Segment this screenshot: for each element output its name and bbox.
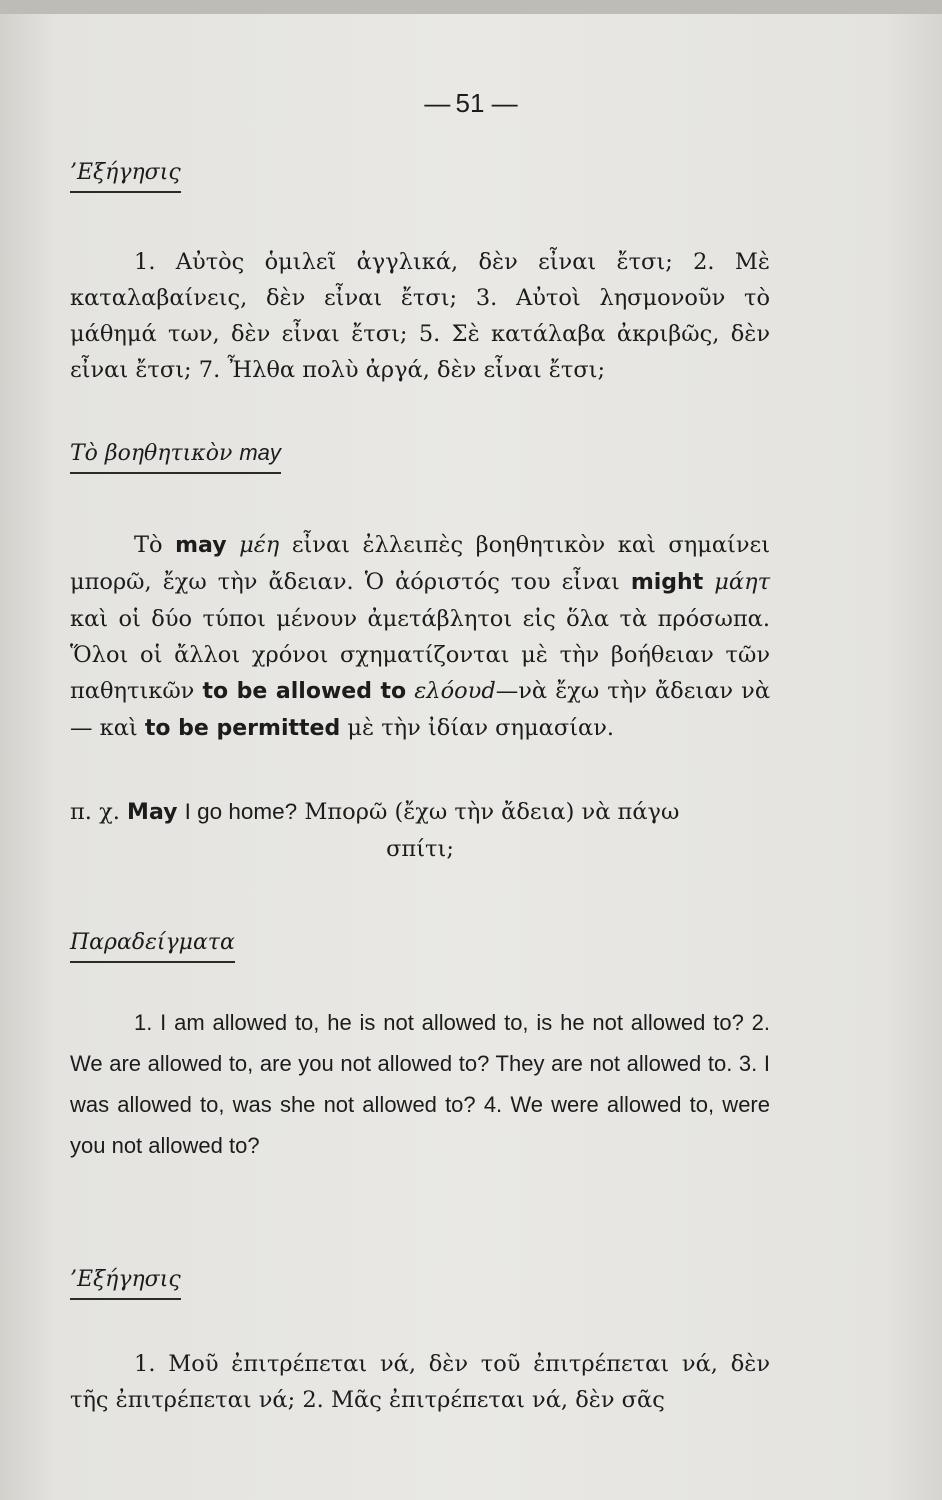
- page-number: — 51 —: [424, 88, 518, 118]
- example-prefix: π. χ.: [70, 799, 120, 825]
- may-pronunciation: μέη: [239, 532, 280, 558]
- example-bold-may: May: [127, 800, 178, 825]
- explanation-2-paragraph: [70, 1346, 770, 1418]
- may-t5: καὶ οἱ δύο τύποι μένουν ἀμετάβλητοι εἰς ὅλα τὰ πρόσωπα. Ὅλοι οἱ ἄλλοι χρόνοι σχηματίζονται μὲ τὴν βοήθειαν τῶν παθητικῶν: [70, 606, 770, 704]
- might-pronunciation: μάητ: [714, 569, 771, 595]
- heading-auxiliary-may: [70, 440, 281, 474]
- example-english: I go home?: [184, 799, 298, 824]
- may-bold-might: might: [630, 570, 704, 595]
- may-t7: —νὰ ἔχω τὴν ἄδειαν νὰ — καὶ: [70, 678, 771, 741]
- heading-explanation-2: ’Εξήγησις: [70, 1267, 181, 1300]
- examples-paragraph: [70, 1002, 770, 1166]
- may-t3: εἶναι ἐλλειπὲς βοηθητικὸν καὶ σημαίνει μπορῶ, ἔχω τὴν ἄδειαν. Ὁ ἀόριστός του εἶναι: [70, 532, 771, 595]
- explanation-1-paragraph: [70, 244, 770, 388]
- may-bold-to-be-permitted: to be permitted: [144, 716, 341, 741]
- explanation-2-text: 1. Μοῦ ἐπιτρέπεται νά, δὲν τοῦ ἐπιτρέπεται νά, δὲν τῆς ἐπιτρέπεται νά; 2. Μᾶς ἐπιτρέπεται νά, δὲν σᾶς: [70, 1351, 770, 1413]
- heading-examples: Παραδείγματα: [70, 930, 235, 963]
- allowed-pronunciation: ελόουd: [414, 678, 496, 704]
- may-t8: μὲ τὴν ἰδίαν σημασίαν.: [347, 715, 615, 741]
- may-bold-may: may: [175, 533, 227, 558]
- explanation-1-text: 1. Αὐτὸς ὁμιλεῖ ἀγγλικά, δὲν εἶναι ἔτσι; 2. Μὲ καταλαβαίνεις, δὲν εἶναι ἔτσι; 3. Αὐτοὶ λησμονοῦν τὸ μάθημά των, δὲν εἶναι ἔτσι; 5. Σὲ κατάλαβα ἀκριβῶς, δὲν εἶναι ἔτσι; 7. Ἦλθα πολὺ ἀργά, δὲν εἶναι ἔτσι;: [70, 249, 770, 383]
- heading-may-english: may: [239, 440, 281, 465]
- heading-explanation-1: ’Εξήγησις: [70, 160, 181, 193]
- heading-may-greek: Τὸ βοηθητικὸν: [70, 441, 233, 466]
- example-line-2: σπίτι;: [386, 836, 454, 862]
- examples-text: 1. I am allowed to, he is not allowed to, is he not allowed to? 2. We are allowed to, are you not allowed to? They are not allowed to. 3. I was allowed to, was she not allowed to? 4. We were allowed to, were you not allowed to?: [70, 1010, 770, 1158]
- example-line-1: [70, 794, 770, 831]
- may-t1: Τὸ: [134, 532, 163, 558]
- may-text: [70, 527, 770, 747]
- page-top-edge: [0, 0, 942, 14]
- may-bold-to-be-allowed-to: to be allowed to: [202, 679, 407, 704]
- example-greek: Μπορῶ (ἔχω τὴν ἄδεια) νὰ πάγω: [304, 799, 680, 825]
- may-paragraph: [70, 527, 770, 747]
- example-may: [70, 794, 770, 867]
